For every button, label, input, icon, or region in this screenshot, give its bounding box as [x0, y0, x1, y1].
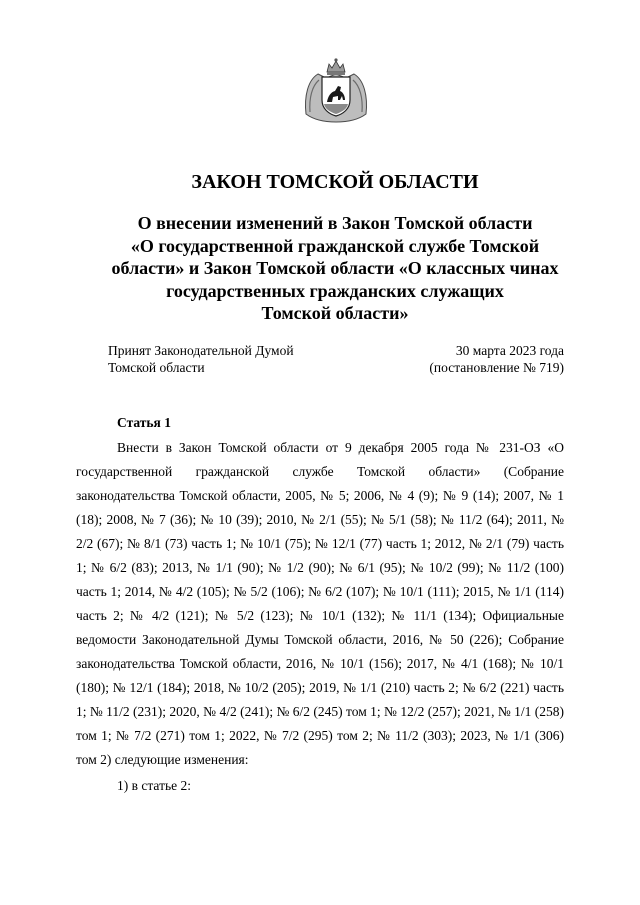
adoption-date: 30 марта 2023 года	[455, 343, 564, 358]
subtitle-line: области» и Закон Томской области «О классных чинах	[111, 258, 559, 278]
adopting-body-line: Томской области	[108, 360, 205, 375]
article-paragraph: Внести в Закон Томской области от 9 декабря 2005 года № 231-ОЗ «О государственной гражданской службе Томской области» (Собрание законодательства Томской области, 2005, № 5; 2006, № 4 (9); № 9 (14); 2007, № 1 (18); 2008, № 7 (36); № 10 (39); 2010, № 2/1 (55); № 5/1 (58); № 11/2 (64); 2011, № 2/2 (67); № 8/1 (73) часть 1; № 10/1 (75); № 12/1 (77) часть 1; 2012, № 2/1 (79) часть 1; № 6/2 (83); 2013, № 1/1 (90); № 1/2 (90); № 6/1 (95); № 10/2 (99); № 11/2 (100) часть 1; 2014, № 4/2 (105); № 5/2 (106); № 6/2 (107); № 10/1 (111); 2015, № 1/1 (114) часть 2; № 4/2 (121); № 5/2 (123); № 10/1 (132); № 11/1 (134); Официальные ведомости Законодательной Думы Томской области, 2016, № 50 (226); Собрание законодательства Томской области, 2016, № 10/1 (156); 2017, № 4/1 (168); № 10/1 (180); № 12/1 (184); 2018, № 10/2 (205); 2019, № 1/1 (210) часть 2; № 6/2 (221) часть 1; № 11/2 (231); 2020, № 4/2 (241); № 6/2 (245) том 1; № 12/2 (257); 2021, № 1/1 (258) том 1; № 7/2 (271) том 1; 2022, № 7/2 (295) том 2; № 11/2 (303); 2023, № 1/1 (306) том 2) следующие изменения:	[76, 440, 564, 767]
list-item: 1) в статье 2:	[117, 778, 191, 793]
law-subtitle	[60, 212, 610, 325]
adoption-date-block	[429, 342, 564, 376]
adopting-body	[108, 342, 294, 376]
resolution-number: (постановление № 719)	[429, 360, 564, 375]
adopting-body-line: Принят Законодательной Думой	[108, 343, 294, 358]
law-title: ЗАКОН ТОМСКОЙ ОБЛАСТИ	[191, 171, 479, 193]
subtitle-line: государственных гражданских служащих	[166, 280, 504, 301]
subtitle-line: О внесении изменений в Закон Томской области	[137, 213, 533, 233]
subtitle-line: Томской области»	[261, 303, 409, 323]
subtitle-line: «О государственной гражданской службе Томской	[130, 235, 540, 256]
coat-of-arms-emblem-icon	[300, 56, 372, 126]
article-heading: Статья 1	[117, 415, 171, 430]
